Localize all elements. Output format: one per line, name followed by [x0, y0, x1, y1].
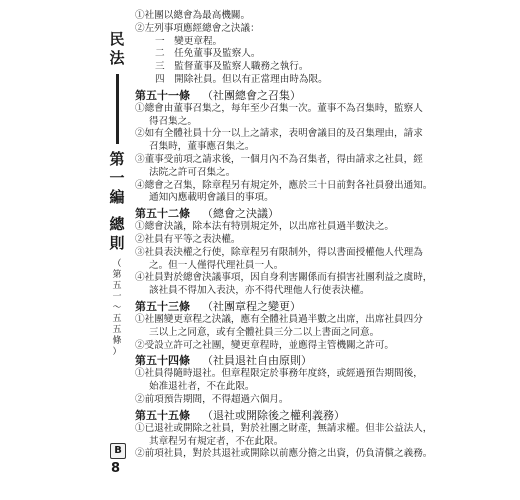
paragraph-line: ②如有全體社員十分一以上之請求，表明會議目的及召集理由，請求 — [135, 128, 423, 140]
article-body — [135, 314, 513, 352]
article-number: 第五十三條 — [135, 299, 190, 313]
article-number: 第五十二條 — [135, 207, 190, 221]
article-heading — [135, 299, 513, 314]
code-name: 民 法 — [109, 30, 125, 67]
paragraph-line: 其章程另有規定者，不在此限。 — [149, 435, 284, 447]
statute-text — [135, 10, 513, 461]
paragraph-line: 四 開除社員。但以有正當理由時為限。 — [155, 73, 328, 85]
article-caption: （社員退社自由原則） — [202, 354, 312, 368]
article-heading — [135, 88, 513, 103]
article-heading — [135, 408, 513, 423]
article-body — [135, 368, 513, 406]
header-rule — [116, 74, 119, 144]
article-heading — [135, 206, 513, 221]
paragraph-line: 召集時，董事應召集之。 — [149, 141, 255, 153]
paragraph-line: ②社員有平等之表決權。 — [135, 233, 241, 245]
chapter-title: 總 則 — [109, 215, 125, 252]
article-caption: （社團總會之召集） — [202, 88, 301, 102]
article-caption: （退社或開除後之權利義務） — [202, 408, 345, 422]
paragraph-line: ①社團以總會為最高機關。 — [135, 10, 251, 21]
paragraph-line: ①總會由董事召集之，每年至少召集一次。董事不為召集時，監察人 — [135, 102, 423, 114]
article-number: 第五十四條 — [135, 354, 190, 368]
paragraph-line: ①社團變更章程之決議，應有全體社員過半數之出席，出席社員四分 — [135, 313, 423, 325]
paragraph-line: ④社員對於總會決議事項，因自身利害關係而有損害社團利益之虞時， — [135, 272, 433, 284]
paragraph-line: 二 任免董事及監察人。 — [155, 48, 261, 60]
article-body — [135, 221, 513, 298]
article-heading — [135, 353, 513, 368]
article-number: 第五十五條 — [135, 408, 190, 422]
paragraph-line: 三 監督董事及監察人職務之執行。 — [155, 61, 309, 73]
article-caption: （總會之決議） — [202, 207, 279, 221]
article-list — [135, 88, 513, 461]
running-header — [104, 30, 130, 358]
paragraph-line: 通知內應載明會議目的事項。 — [149, 192, 274, 204]
article-number: 第五十一條 — [135, 88, 190, 102]
paragraph-line: ④總會之召集，除章程另有規定外，應於三十日前對各社員發出通知。 — [135, 179, 433, 191]
paragraph-line: 一 變更章程。 — [155, 35, 223, 47]
article-range: （ 第 五 一 ～ 五 五 條 ） — [112, 259, 122, 357]
paragraph-line: ②前項社員，對於其退社或開除以前應分擔之出資，仍負清償之義務。 — [135, 448, 433, 460]
paragraph-line: 得召集之。 — [149, 115, 197, 127]
paragraph-line: 法院之許可召集之。 — [149, 166, 236, 178]
paragraph-line: ③董事受前項之請求後，一個月內不為召集者，得由請求之社員，經 — [135, 153, 423, 165]
paragraph-line: ①社員得隨時退社。但章程限定於事務年度終，或經過預告期間後， — [135, 368, 423, 380]
paragraph-line: 三以上之同意，或有全體社員三分二以上書面之同意。 — [149, 326, 380, 338]
paragraph-line: 該社員不得加入表決，亦不得代理他人行使表決權。 — [149, 285, 370, 297]
paragraph-line: 之。但一人僅得代理社員一人。 — [149, 259, 284, 271]
article-body — [135, 103, 513, 205]
paragraph-line: ②受設立許可之社團，變更章程時，並應得主管機關之許可。 — [135, 339, 395, 351]
paragraph-line: ②左列事項應經總會之決議： — [135, 22, 260, 34]
article-body — [135, 423, 513, 461]
article-50-body — [135, 10, 513, 87]
paragraph-line: ②前項預告期間，不得超過六個月。 — [135, 393, 289, 405]
paragraph-line: 始准退社者，不在此限。 — [149, 381, 255, 393]
paragraph-line: ①已退社或開除之社員，對於社團之財產，無請求權。但非公益法人， — [135, 422, 433, 434]
paragraph-line: ③社員表決權之行使，除章程另有限制外，得以書面授權他人代理為 — [135, 246, 423, 258]
book-badge-icon: B — [110, 443, 126, 459]
part-name: 第 一 編 — [109, 150, 125, 206]
paragraph-line: ①總會決議，除本法有特別規定外，以出席社員過半數決之。 — [135, 221, 395, 233]
article-caption: （社團章程之變更） — [202, 299, 301, 313]
page-number: 8 — [111, 461, 121, 476]
